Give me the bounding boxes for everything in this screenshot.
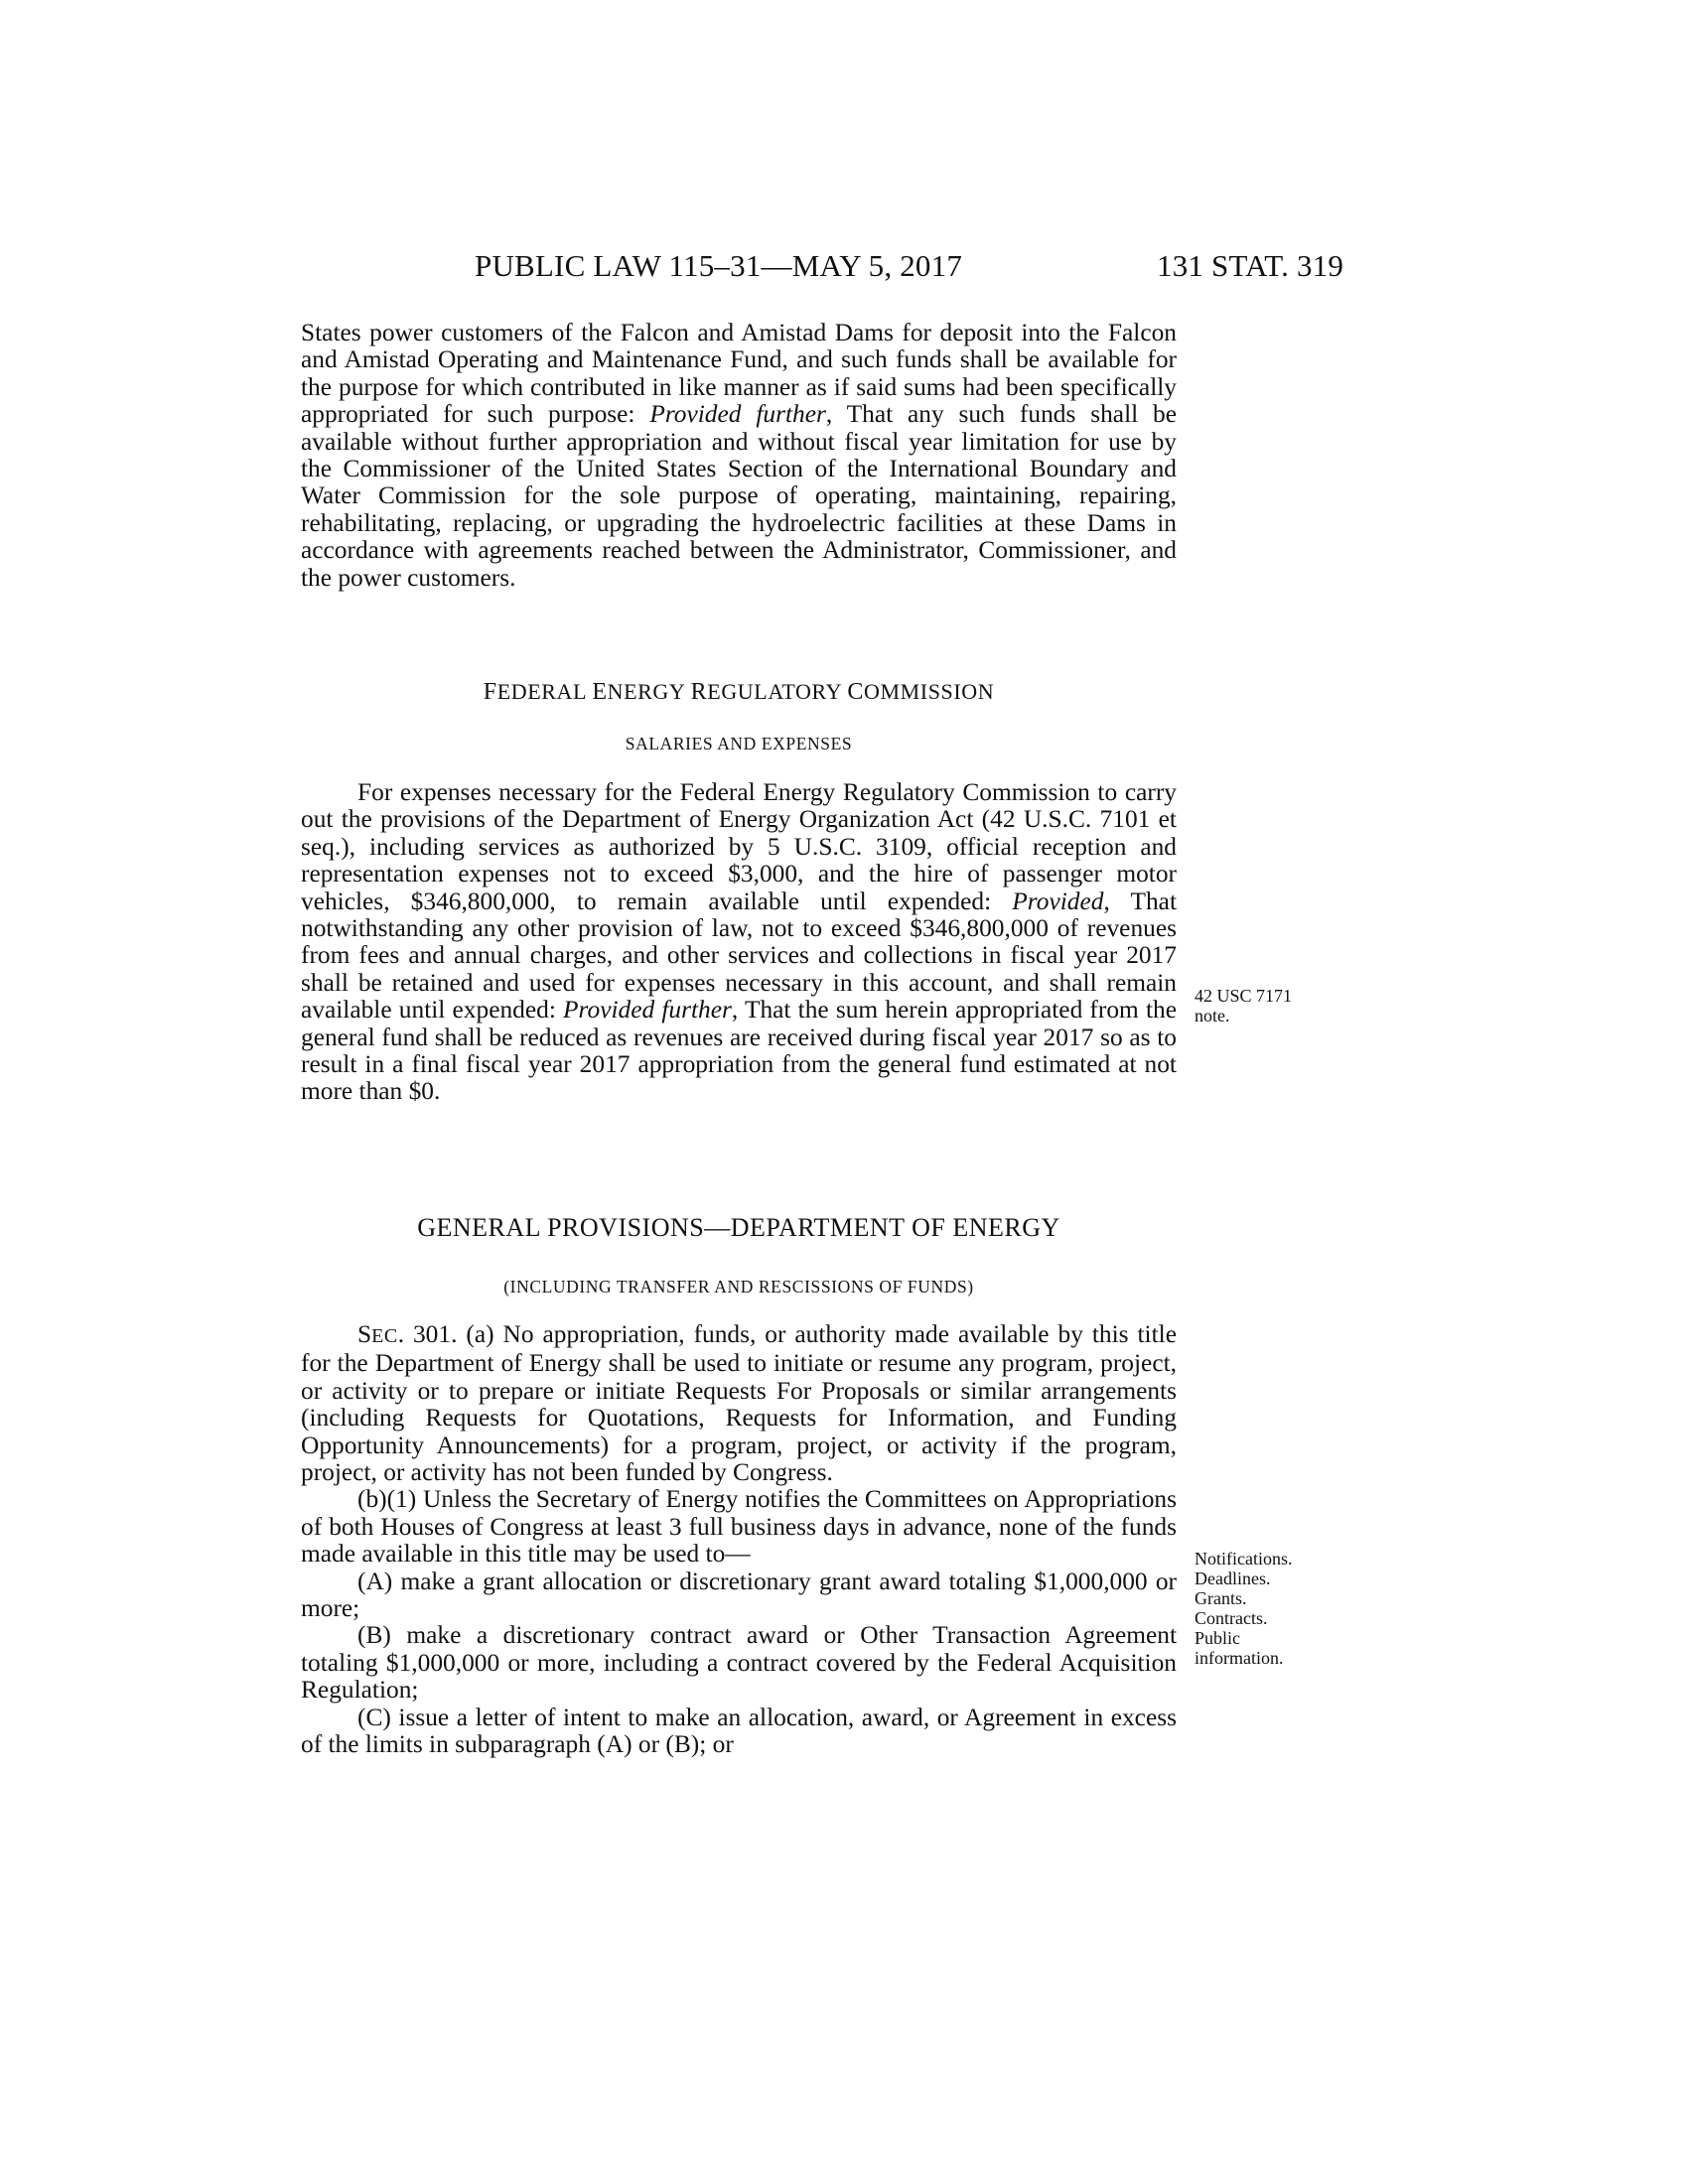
margin-note-usc: 42 USC 7171 note. [1195,986,1293,1025]
para1-text-a: States power customers of the Falcon and Amistad Dams for deposit into the Falcon and Amistad Operating and Maintenance Fund, and such funds shall be available for the purpose for which contributed in like manner as if said sums had been specifically appropriated for such purpose: [301,319,1177,429]
section-301: SEC. 301. (a) No appropriation, funds, or authority made available by this title for the Department of Energy shall be used to initiate or resume any program, project, or activity or to prepare or initiate Requests For Proposals or similar arrangements (including Requests for Quotations, Requests for Information, and Funding Opportunity Announcements) for a program, project, or activity if the program, project, or activity has not been funded by Congress. (b)(1) Unless the Secretary of Energy notifies the Committees on Appropriations of both Houses of Congress at least 3 full business days in advance, none of the funds made available in this title may be used to— (A) make a grant allocation or discretionary grant award totaling $1,000,000 or more; (B) make a discretionary contract award or Other Transaction Agreement totaling $1,000,000 or more, including a contract covered by the Federal Acquisition Regulation; (C) issue a letter of intent to make an allocation, award, or Agreement in excess of the limits in subparagraph (A) or (B); or [301,1320,1177,1759]
para2-italic-b: Provided further [563,996,732,1024]
salaries-heading: SALARIES AND EXPENSES [625,734,853,753]
para2-text-a: For expenses necessary for the Federal Energy Regulatory Commission to carry out the provisions of the Department of Energy Organization Act (42 U.S.C. 7101 et seq.), including services as authorized by 5 U.S.C. 3109, official reception and representation expenses not to exceed $3,000, and the hire of passenger motor vehicles, $346,800,000, to remain available until expended: [301,778,1177,915]
statute-page-ref: 131 STAT. 319 [1157,248,1344,283]
ferc-heading: FEDERAL ENERGY REGULATORY COMMISSION [483,679,995,705]
subsection-b1: (b)(1) Unless the Secretary of Energy notifies the Committees on Appropriations of both Houses of Congress at least 3 full business days in advance, none of the funds made available in this title may be used to— [301,1485,1177,1569]
item-a: (A) make a grant allocation or discretionary grant award totaling $1,000,000 or more; [301,1567,1177,1623]
para2-italic-a: Provided [1012,887,1104,915]
margin-note-topics: Notifications. Deadlines. Grants. Contracts. Public information. [1195,1549,1293,1668]
running-head [0,248,1688,288]
law-title: PUBLIC LAW 115–31—MAY 5, 2017 [475,248,963,283]
paragraph-falcon-amistad [301,320,1177,592]
general-provisions-heading: GENERAL PROVISIONS—DEPARTMENT OF ENERGY [417,1213,1060,1242]
item-c: (C) issue a letter of intent to make an allocation, award, or Agreement in excess of the limits in subparagraph (A) or (B); or [301,1703,1177,1759]
para2-text-b: , That notwithstanding any other provision of law, not to exceed $346,800,000 of revenues from fees and annual charges, and other services and collections in fiscal year 2017 shall be retained and used for expenses necessary in this account, and shall remain available until expended: [301,887,1177,1024]
para2-text-c: , That the sum herein appropriated from the general fund shall be reduced as revenues are received during fiscal year 2017 so as to result in a final fiscal year 2017 appropriation from the general fund estimated at not more than $0. [301,996,1177,1106]
para1-text-b: , That any such funds shall be available without further appropriation and without fiscal year limitation for use by the Commissioner of the United States Section of the International Boundary and Water Commission for the sole purpose of operating, maintaining, repairing, rehabilitating, replacing, or upgrading the hydroelectric facilities at these Dams in accordance with agreements reached between the Administrator, Commissioner, and the power customers. [301,400,1177,592]
para1-italic: Provided further [649,400,826,429]
paragraph-ferc-expenses [301,779,1177,1106]
including-heading: (INCLUDING TRANSFER AND RESCISSIONS OF FUNDS) [503,1277,974,1297]
item-b: (B) make a discretionary contract award or Other Transaction Agreement totaling $1,000,000 or more, including a contract covered by the Federal Acquisition Regulation; [301,1621,1177,1705]
